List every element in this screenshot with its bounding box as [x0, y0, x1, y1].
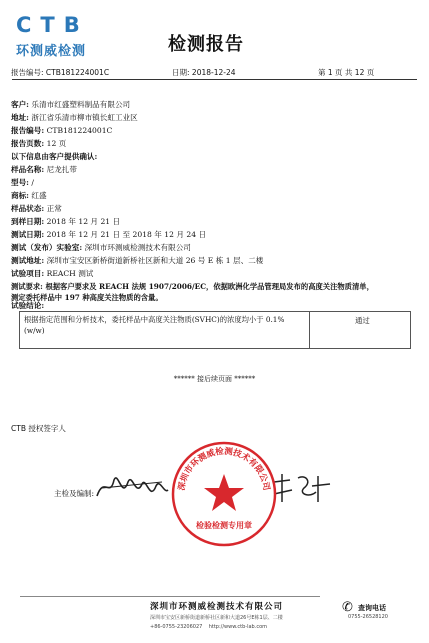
- line-client-info: 以下信息由客户提供确认:: [11, 152, 98, 161]
- line-requirement-cont: 测定委托样品中 197 种高度关注物质的含量。: [11, 293, 163, 302]
- stamp-star-icon: [204, 474, 244, 511]
- hotline-label: 查询电话: [358, 603, 386, 612]
- footer-divider: [20, 596, 320, 597]
- logo-letters: CTB: [16, 13, 89, 37]
- signature-role-label: 主检及编制:: [54, 489, 95, 498]
- signature-approver: [268, 468, 338, 508]
- line-test-address: 测试地址: 深圳市宝安区新桥街道新桥社区新和大道 26 号 E 栋 1 层、二楼: [11, 256, 264, 265]
- line-model: 型号: /: [11, 178, 34, 187]
- hotline-number: 0755-26528120: [348, 614, 388, 620]
- footer-tel: +86-0755-23206027: [150, 624, 203, 630]
- footer-company: 深圳市环测威检测技术有限公司: [150, 602, 284, 612]
- footer-address: 深圳市宝安区新桥街道新桥社区新和大道26号E栋1层、二楼: [150, 615, 283, 621]
- line-lab: 测试（发布）实验室: 深圳市环测威检测技术有限公司: [11, 243, 191, 252]
- line-client: 客户: 乐清市红盛塑料制品有限公司: [11, 100, 131, 109]
- report-no-label: 报告编号:: [11, 68, 44, 77]
- line-conclusion-label: 试验结论:: [11, 301, 45, 310]
- line-report-no: 报告编号: CTB181224001C: [11, 126, 113, 135]
- report-no-meta: [11, 67, 109, 78]
- page-info: 第 1 页 共 12 页: [318, 68, 375, 77]
- line-sample-name: 样品名称: 尼龙扎带: [11, 165, 77, 174]
- line-trademark: 商标: 红盛: [11, 191, 47, 200]
- line-test-date: 测试日期: 2018 年 12 月 21 日 至 2018 年 12 月 24 日: [11, 230, 207, 239]
- line-pages: 报告页数: 12 页: [11, 139, 67, 148]
- line-address: 地址: 浙江省乐清市柳市镇长虹工业区: [11, 113, 138, 122]
- footer-tel-web: [150, 624, 267, 630]
- signature-inspector: [92, 468, 172, 508]
- date-value: 2018-12-24: [191, 68, 236, 77]
- date-label: 日期:: [172, 68, 190, 77]
- line-received-date: 到样日期: 2018 年 12 月 21 日: [11, 217, 121, 226]
- official-stamp: [170, 440, 278, 548]
- document-title: 检测报告: [168, 34, 244, 55]
- date-meta: [172, 67, 236, 78]
- conclusion-result: 通过: [355, 316, 370, 325]
- stamp-sub-text: 检验检测专用章: [196, 520, 252, 530]
- signatory-label: CTB 授权签字人: [11, 424, 66, 433]
- conclusion-text: 根据指定范围和分析技术，委托样品中高度关注物质(SVHC)的浓度均小于 0.1%(w/w): [24, 315, 285, 335]
- line-requirement: 测试要求: 根据客户要求及 REACH 法规 1907/2006/EC，依据欧洲化学品管理局发布的高度关注物质清单，: [11, 282, 374, 291]
- continued-note: ****** 接后续页面 ******: [173, 375, 256, 383]
- stamp-company-text: 深圳市环测威检测技术有限公司: [177, 446, 271, 492]
- line-test-item: 试验项目: REACH 测试: [11, 269, 94, 278]
- header-divider: [12, 79, 417, 80]
- phone-icon: ✆: [342, 600, 353, 615]
- conclusion-divider: [309, 312, 310, 348]
- report-no-value: CTB181224001C: [45, 68, 110, 77]
- line-sample-status: 样品状态: 正常: [11, 204, 62, 213]
- logo-subtitle: 环测威检测: [16, 44, 87, 59]
- footer-web: http://www.ctb-lab.com: [208, 624, 268, 630]
